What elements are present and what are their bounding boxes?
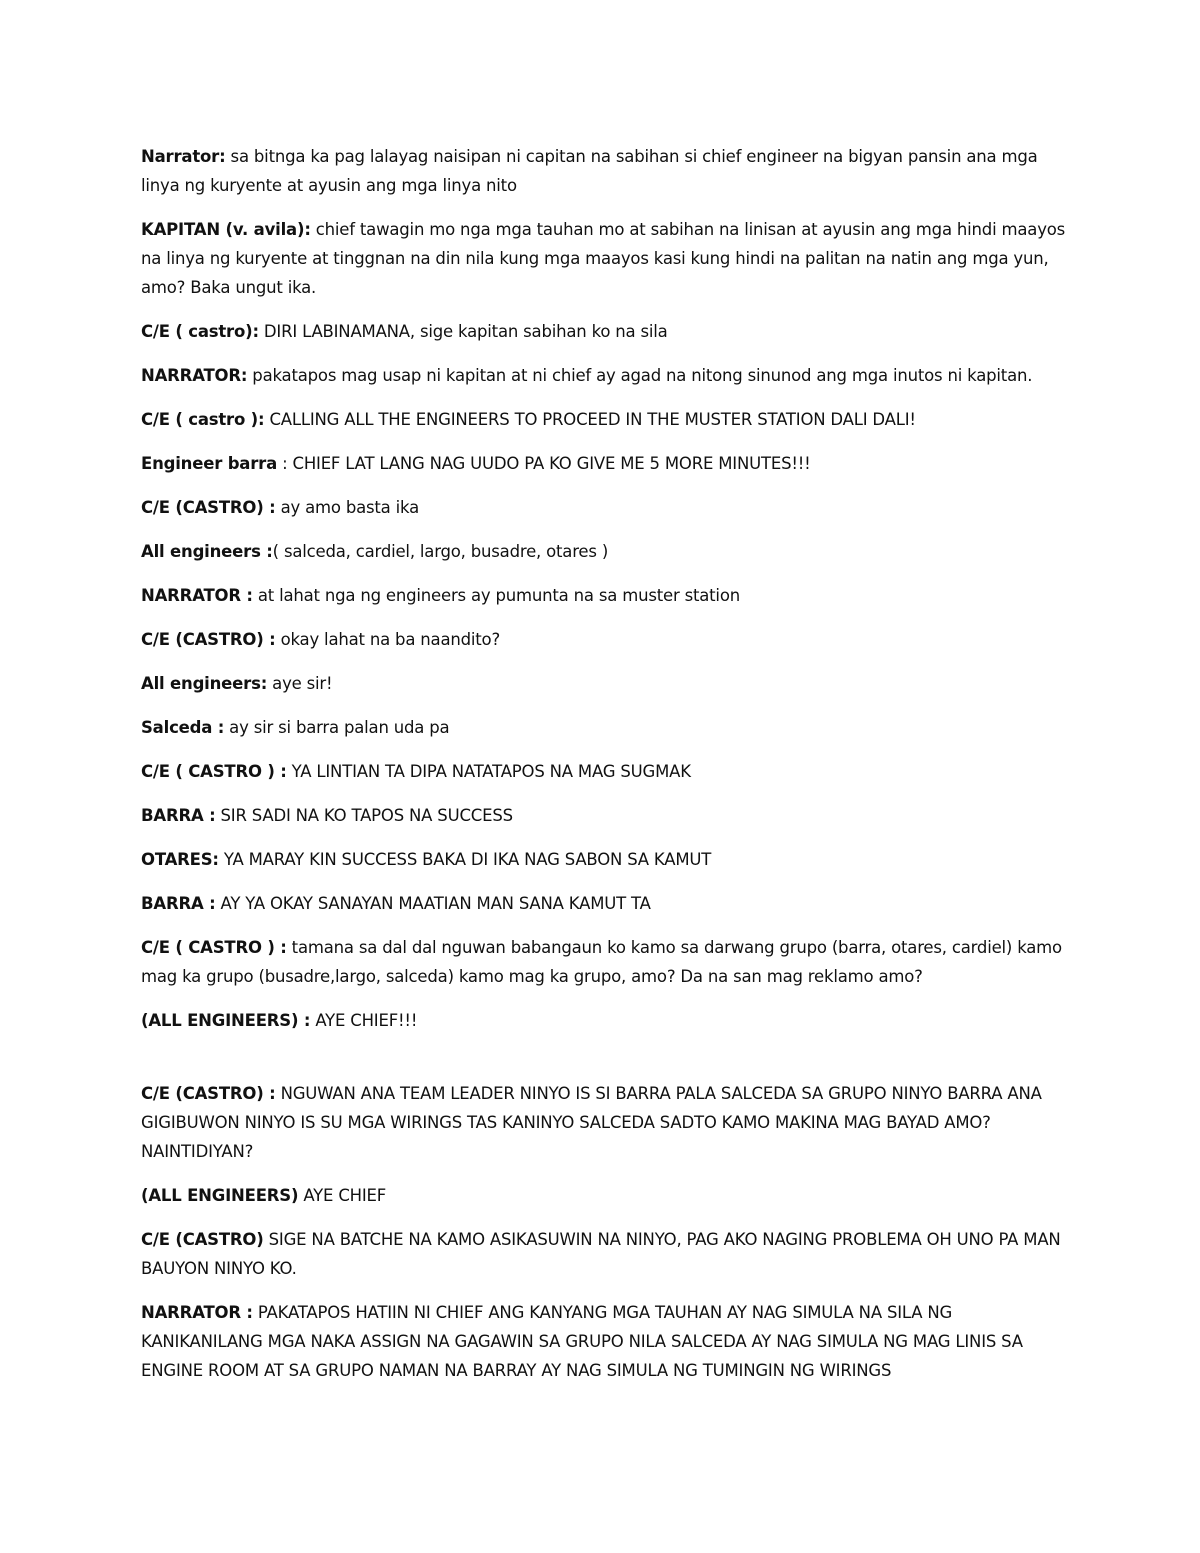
dialogue-line <box>141 361 1066 390</box>
speaker-label: C/E (CASTRO) : <box>141 630 276 649</box>
speaker-label: Salceda : <box>141 718 225 737</box>
dialogue-text: YA LINTIAN TA DIPA NATATAPOS NA MAG SUGMAK <box>286 762 691 781</box>
speaker-label: C/E (CASTRO) : <box>141 1084 276 1103</box>
dialogue-text: PAKATAPOS HATIIN NI CHIEF ANG KANYANG MGA TAUHAN AY NAG SIMULA NA SILA NG KANIKANILANG MGA NAKA ASSIGN NA GAGAWIN SA GRUPO NILA SALCEDA AY NAG SIMULA NG MAG LINIS SA ENGINE ROOM AT SA GRUPO NAMAN NA BARRAY AY NAG SIMULA NG TUMINGIN NG WIRINGS <box>141 1303 1023 1380</box>
speaker-label: C/E ( CASTRO ) : <box>141 938 287 957</box>
speaker-label: BARRA : <box>141 806 216 825</box>
dialogue-text: at lahat nga ng engineers ay pumunta na sa muster station <box>252 586 740 605</box>
dialogue-text: okay lahat na ba naandito? <box>275 630 500 649</box>
speaker-label: All engineers : <box>141 542 273 561</box>
dialogue-line <box>141 405 1066 434</box>
speaker-label: NARRATOR: <box>141 366 248 385</box>
dialogue-line <box>141 1079 1066 1166</box>
dialogue-text: AYE CHIEF!!! <box>310 1011 418 1030</box>
dialogue-line <box>141 845 1066 874</box>
dialogue-line <box>141 713 1066 742</box>
dialogue-line <box>141 215 1066 302</box>
speaker-label: NARRATOR : <box>141 586 253 605</box>
dialogue-line <box>141 1181 1066 1210</box>
speaker-label: C/E (CASTRO) : <box>141 498 276 517</box>
dialogue-text: DIRI LABINAMANA, sige kapitan sabihan ko na sila <box>258 322 668 341</box>
dialogue-text: sa bitnga ka pag lalayag naisipan ni capitan na sabihan si chief engineer na bigyan pansin ana mga linya ng kuryente at ayusin ang mga linya nito <box>141 147 1038 195</box>
dialogue-line <box>141 669 1066 698</box>
dialogue-line <box>141 889 1066 918</box>
dialogue-text: YA MARAY KIN SUCCESS BAKA DI IKA NAG SABON SA KAMUT <box>218 850 712 869</box>
speaker-label: OTARES: <box>141 850 219 869</box>
dialogue-text: ay sir si barra palan uda pa <box>224 718 450 737</box>
speaker-label: KAPITAN (v. avila): <box>141 220 311 239</box>
dialogue-text: aye sir! <box>267 674 333 693</box>
dialogue-text: tamana sa dal dal nguwan babangaun ko kamo sa darwang grupo (barra, otares, cardiel) kamo mag ka grupo (busadre,largo, salceda) kamo mag ka grupo, amo? Da na san mag reklamo amo? <box>141 938 1062 986</box>
dialogue-line <box>141 493 1066 522</box>
dialogue-line <box>141 537 1066 566</box>
dialogue-line <box>141 1006 1066 1035</box>
speaker-label: C/E (CASTRO) <box>141 1230 264 1249</box>
dialogue-text: chief tawagin mo nga mga tauhan mo at sabihan na linisan at ayusin ang mga hindi maayos na linya ng kuryente at tinggnan na din nila kung mga maayos kasi kung hindi na palitan na natin ang mga yun, amo? Baka ungut ika. <box>141 220 1066 297</box>
dialogue-line <box>141 142 1066 200</box>
dialogue-line <box>141 581 1066 610</box>
speaker-label: Engineer barra <box>141 454 278 473</box>
speaker-label: (ALL ENGINEERS) : <box>141 1011 311 1030</box>
dialogue-line <box>141 1298 1066 1385</box>
speaker-label: C/E ( CASTRO ) : <box>141 762 287 781</box>
speaker-label: NARRATOR : <box>141 1303 253 1322</box>
dialogue-text: ( salceda, cardiel, largo, busadre, otares ) <box>272 542 609 561</box>
dialogue-line <box>141 449 1066 478</box>
speaker-label: C/E ( castro): <box>141 322 259 341</box>
dialogue-text: : CHIEF LAT LANG NAG UUDO PA KO GIVE ME 5 MORE MINUTES!!! <box>277 454 811 473</box>
dialogue-text: AY YA OKAY SANAYAN MAATIAN MAN SANA KAMUT TA <box>215 894 651 913</box>
blank-line <box>141 1050 1066 1079</box>
dialogue-line <box>141 933 1066 991</box>
dialogue-text: pakatapos mag usap ni kapitan at ni chief ay agad na nitong sinunod ang mga inutos ni kapitan. <box>247 366 1033 385</box>
dialogue-text: NGUWAN ANA TEAM LEADER NINYO IS SI BARRA PALA SALCEDA SA GRUPO NINYO BARRA ANA GIGIBUWON NINYO IS SU MGA WIRINGS TAS KANINYO SALCEDA SADTO KAMO MAKINA MAG BAYAD AMO? NAINTIDIYAN? <box>141 1084 1042 1161</box>
dialogue-line <box>141 801 1066 830</box>
speaker-label: C/E ( castro ): <box>141 410 265 429</box>
speaker-label: All engineers: <box>141 674 268 693</box>
dialogue-line <box>141 1225 1066 1283</box>
dialogue-text: CALLING ALL THE ENGINEERS TO PROCEED IN THE MUSTER STATION DALI DALI! <box>264 410 916 429</box>
dialogue-text: SIR SADI NA KO TAPOS NA SUCCESS <box>215 806 513 825</box>
speaker-label: BARRA : <box>141 894 216 913</box>
dialogue-line <box>141 625 1066 654</box>
dialogue-line <box>141 757 1066 786</box>
speaker-label: Narrator: <box>141 147 226 166</box>
script-body <box>141 142 1066 1400</box>
dialogue-text: SIGE NA BATCHE NA KAMO ASIKASUWIN NA NINYO, PAG AKO NAGING PROBLEMA OH UNO PA MAN BAUYON NINYO KO. <box>141 1230 1061 1278</box>
dialogue-text: ay amo basta ika <box>275 498 419 517</box>
dialogue-text: AYE CHIEF <box>298 1186 387 1205</box>
speaker-label: (ALL ENGINEERS) <box>141 1186 299 1205</box>
dialogue-line <box>141 317 1066 346</box>
